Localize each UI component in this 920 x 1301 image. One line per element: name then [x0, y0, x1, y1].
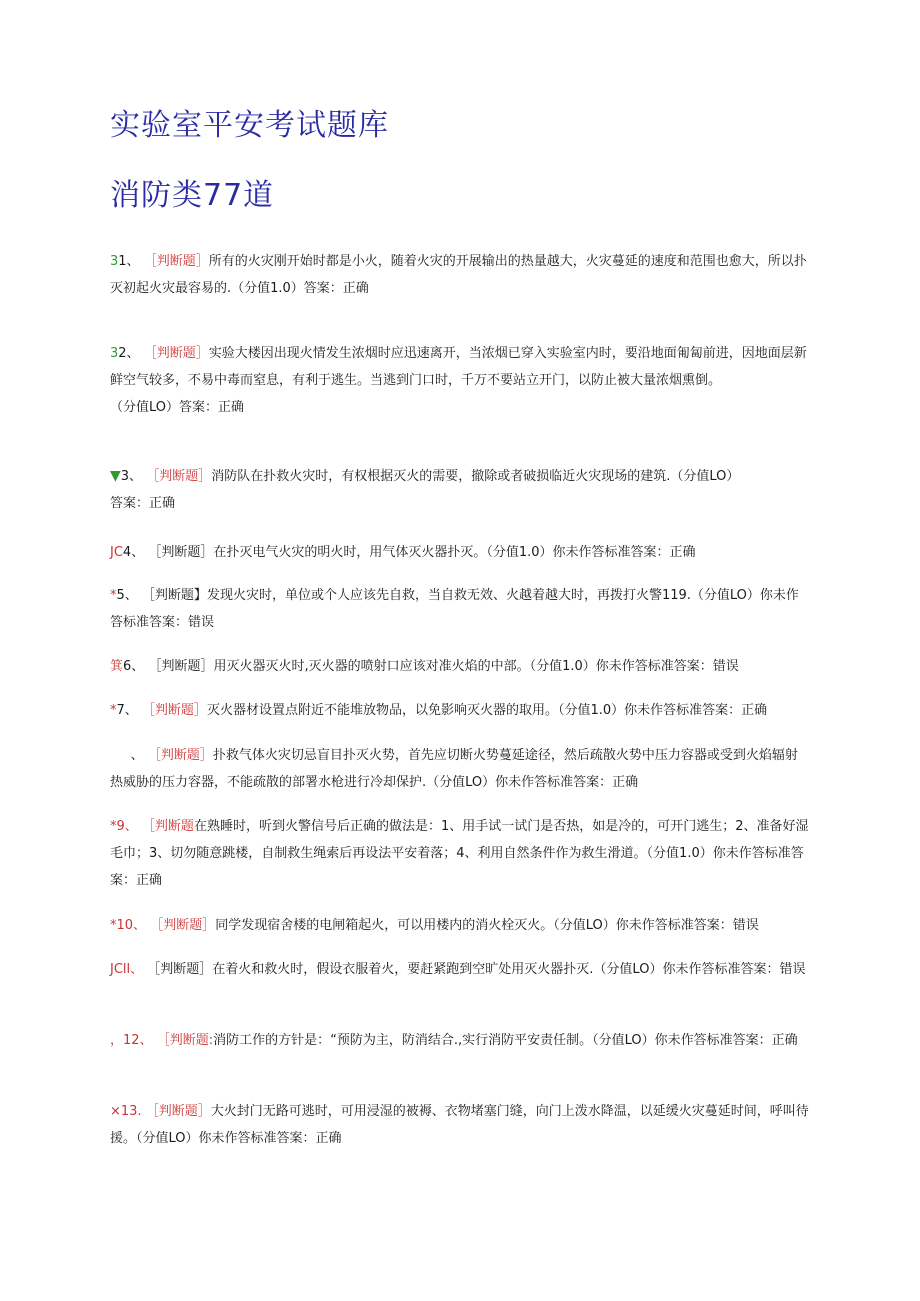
question-marker: ，12、 [110, 1033, 153, 1048]
question-marker: 箕 [110, 659, 124, 674]
question-type-tag: ［判断题 [141, 819, 194, 834]
question-5 [110, 582, 810, 636]
question-type-tag: ［判断题］ [143, 254, 209, 269]
question-type-tag: ［判断题: [156, 1033, 214, 1048]
question-type-tag: ［判断题］ [148, 545, 214, 560]
question-type-tag: ［判断题］ [147, 748, 213, 763]
question-11 [110, 956, 810, 983]
question-10 [110, 912, 810, 939]
question-number: 5、 [116, 588, 138, 603]
question-text: 灭火器材设置点附近不能堆放物品，以免影响灭火器的取用。（分值1.0）你未作答标准答案：正确 [206, 703, 768, 718]
question-text: 消防工作的方针是：“预防为主，防消结合.,实行消防平安责任制。（分值LO）你未作答标准答案：正确 [213, 1033, 798, 1048]
question-text: 发现火灾时，单位或个人应该先自救，当自救无效、火越着越大时，再拨打火警119.（分值LO）你未作答标准答案：错误 [110, 588, 799, 630]
question-text: 实验大楼因出现火情发生浓烟时应迅速离开，当浓烟已穿入实验室内时，要沿地面匍匐前进，因地面层新鲜空气较多，不易中毒而窒息，有利于逃生。当逃到门口时，千万不要站立开门，以防止被大量浓烟熏倒。 [110, 346, 807, 388]
question-text: 扑救气体火灾切忌盲目扑灭火势，首先应切断火势蔓延途径，然后疏散火势中压力容器或受到火焰辐射热威胁的压力容器，不能疏散的部署水枪进行冷却保护.（分值LO）你未作答标准答案：正确 [110, 748, 798, 790]
question-type-tag: ［判断题］ [145, 1104, 211, 1119]
question-12 [110, 1027, 810, 1054]
question-3 [110, 463, 810, 517]
question-number: 3、 [120, 469, 143, 484]
question-2 [110, 340, 810, 421]
question-type-tag: ［判断题］ [146, 469, 212, 484]
question-number: 6、 [123, 659, 145, 674]
question-text: 用灭火器灭火时,灭火器的喷射口应该对准火焰的中部。（分值1.0）你未作答标准答案：错误 [213, 659, 739, 674]
question-13 [110, 1098, 810, 1152]
question-type-tag: ［判断题］ [147, 962, 213, 977]
question-type-tag: ［判断题］ [150, 918, 216, 933]
question-1 [110, 248, 810, 302]
question-number: 7、 [116, 703, 138, 718]
document-title: 实验室平安考试题库 [110, 108, 389, 143]
question-type-tag: ［判断题】 [141, 588, 207, 603]
question-6 [110, 653, 810, 680]
question-number: 4、 [122, 545, 145, 560]
question-marker: 3 [110, 346, 119, 361]
question-marker: 3 [110, 254, 119, 269]
question-text: 同学发现宿舍楼的电闸箱起火，可以用楼内的消火栓灭火。（分值LO）你未作答标准答案：错误 [215, 918, 759, 933]
question-marker: * [110, 588, 117, 603]
question-text: 在扑灭电气火灾的明火时，用气体灭火器扑灭。（分值1.0）你未作答标准答案：正确 [213, 545, 696, 560]
question-marker: ×13. [110, 1104, 142, 1119]
question-9 [110, 813, 810, 894]
question-type-tag: ［判断题］ [141, 703, 207, 718]
question-7 [110, 697, 810, 724]
question-number: 1、 [118, 254, 140, 269]
question-type-tag: ［判断题］ [143, 346, 209, 361]
question-marker: JCll、 [110, 962, 144, 977]
question-8 [110, 742, 810, 796]
question-text: 在熟睡时，听到火警信号后正确的做法是：1、用手试一试门是否热，如是冷的，可开门逃生；2、准备好湿毛巾；3、切勿随意跳楼，自制救生绳索后再设法平安着落；4、利用自然条件作为救生滑道。（分值1.0）你未作答标准答案：正确 [110, 819, 809, 888]
question-marker: * [110, 703, 117, 718]
triangle-marker-icon: ▼ [110, 468, 121, 484]
question-text: 消防队在扑救火灾时，有权根据灭火的需要，撤除或者破损临近火灾现场的建筑.（分值LO） [211, 469, 740, 484]
section-title: 消防类77道 [110, 178, 275, 213]
question-number: 、 [130, 748, 144, 763]
question-score-line: （分值LO）答案：正确 [110, 400, 245, 415]
question-text: 在着火和救火时，假设衣服着火，要赶紧跑到空旷处用灭火器扑灭.（分值LO）你未作答标准答案：错误 [212, 962, 806, 977]
question-answer-line: 答案：正确 [110, 496, 176, 511]
question-type-tag: ［判断题］ [148, 659, 214, 674]
question-4 [110, 539, 810, 566]
question-marker: *10、 [110, 918, 147, 933]
question-number: 2、 [118, 346, 140, 361]
question-marker: JC [110, 545, 123, 560]
question-marker: *9、 [110, 819, 138, 834]
question-text: 大火封门无路可逃时，可用浸湿的被褥、衣物堵塞门缝，向门上泼水降温，以延缓火灾蔓延时间，呼叫待援。（分值LO）你未作答标准答案：正确 [110, 1104, 809, 1146]
question-text: 所有的火灾刚开始时都是小火，随着火灾的开展输出的热量越大，火灾蔓延的速度和范围也愈大，所以扑灭初起火灾最容易的.（分值1.0）答案：正确 [110, 254, 807, 296]
